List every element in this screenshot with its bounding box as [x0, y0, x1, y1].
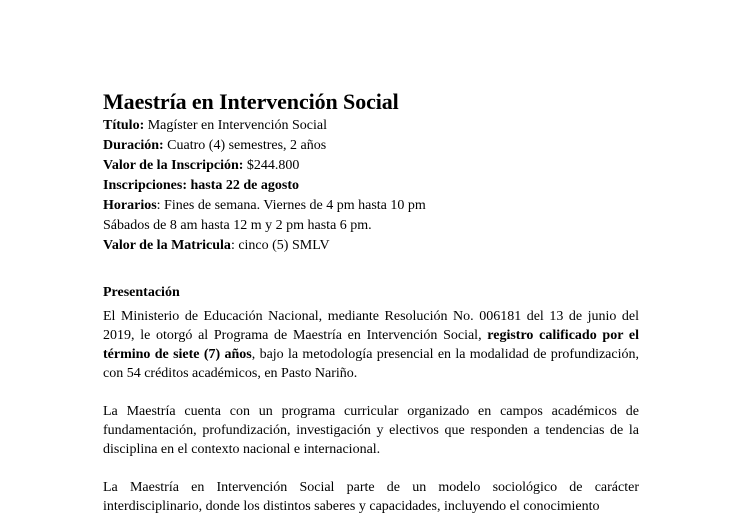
presentation-heading: Presentación	[103, 285, 180, 300]
duracion-line	[103, 136, 639, 156]
paragraph-1-text-a: El Ministerio de Educación Nacional, mediante Resolución No. 006181 del 13 de junio del 2019, le otorgó al Programa de Maestría en Intervención Social,	[103, 309, 639, 343]
horarios-label: Horarios	[103, 198, 157, 213]
titulo-line	[103, 116, 639, 136]
presentation-paragraph-3: La Maestría en Intervención Social parte de un modelo sociológico de carácter interdisciplinario, donde los distintos saberes y capacidades, incluyendo el conocimiento	[103, 480, 639, 514]
valor-inscripcion-value: $244.800	[243, 158, 300, 173]
valor-inscripcion-line	[103, 156, 639, 176]
valor-inscripcion-label: Valor de la Inscripción:	[103, 158, 244, 173]
duracion-label: Duración:	[103, 138, 164, 153]
document-content	[103, 88, 639, 516]
valor-matricula-line	[103, 236, 639, 256]
titulo-label: Título:	[103, 118, 145, 133]
valor-matricula-value: : cinco (5) SMLV	[230, 238, 330, 253]
paragraph-1-text-b: , bajo la metodología presencial en la modalidad de profundización, con 54 créditos académicos, en Pasto Nariño.	[103, 347, 639, 381]
titulo-value: Magíster en Intervención Social	[144, 118, 327, 133]
valor-matricula-label: Valor de la Matricula	[103, 238, 231, 253]
program-details	[103, 116, 639, 256]
horarios-line	[103, 196, 639, 216]
presentation-paragraph-1	[103, 307, 639, 383]
horarios-value: : Fines de semana. Viernes de 4 pm hasta 10 pm	[156, 198, 426, 213]
duracion-value: Cuatro (4) semestres, 2 años	[163, 138, 327, 153]
horarios-line-2: Sábados de 8 am hasta 12 m y 2 pm hasta 6 pm.	[103, 218, 372, 233]
inscripciones-line	[103, 176, 639, 196]
inscripciones-text: Inscripciones: hasta 22 de agosto	[103, 178, 300, 193]
presentation-paragraph-2: La Maestría cuenta con un programa curricular organizado en campos académicos de fundamentación, profundización, investigación y electivos que responden a tendencias de la disciplina en el contexto nacional e internacional.	[103, 404, 639, 457]
paragraph-1-bold: registro calificado por el término de siete (7) años	[103, 328, 639, 362]
page-title: Maestría en Intervención Social	[103, 89, 399, 114]
